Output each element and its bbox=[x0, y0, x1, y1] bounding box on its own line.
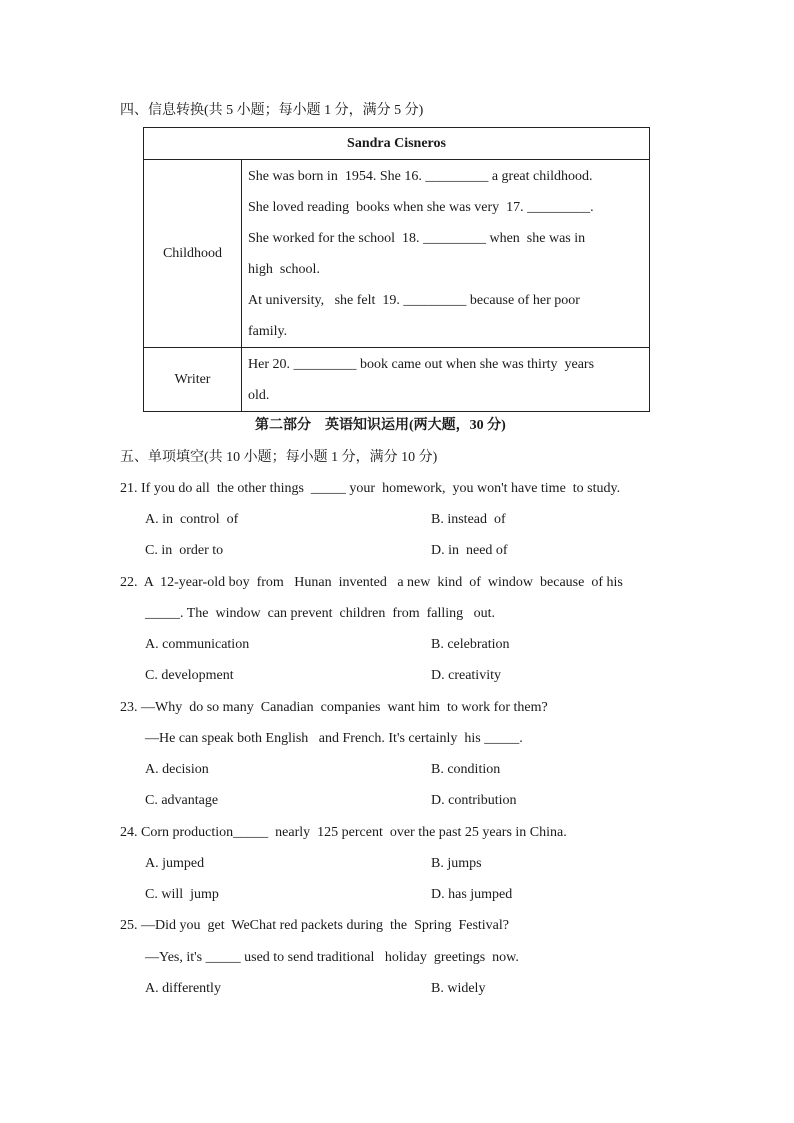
row-label-writer: Writer bbox=[144, 348, 242, 412]
table-line: She worked for the school 18. _________ when she was in bbox=[248, 230, 586, 246]
question-21-option-d: D. in need of bbox=[431, 543, 508, 558]
question-22-option-a: A. communication bbox=[145, 637, 250, 652]
question-24-option-d: D. has jumped bbox=[431, 887, 513, 902]
question-25-stem: 25. —Did you get WeChat red packets during the Spring Festival? bbox=[120, 918, 509, 933]
question-24-option-b: B. jumps bbox=[431, 856, 482, 871]
table-line: She was born in 1954. She 16. _________ a great childhood. bbox=[248, 168, 593, 184]
question-22-option-d: D. creativity bbox=[431, 668, 501, 683]
question-25-option-b: B. widely bbox=[431, 981, 486, 996]
table-line: family. bbox=[248, 323, 288, 339]
row-content-writer bbox=[242, 348, 650, 412]
question-22-stem: 22. A 12-year-old boy from Hunan invented a new kind of window because of his bbox=[120, 575, 623, 590]
table-title: Sandra Cisneros bbox=[144, 128, 650, 160]
question-25-stem-cont: —Yes, it's _____ used to send traditional holiday greetings now. bbox=[145, 950, 519, 965]
question-23-stem: 23. —Why do so many Canadian companies want him to work for them? bbox=[120, 700, 548, 715]
table-line: old. bbox=[248, 387, 270, 403]
question-23-option-c: C. advantage bbox=[145, 793, 219, 808]
question-22-option-c: C. development bbox=[145, 668, 234, 683]
question-24-option-c: C. will jump bbox=[145, 887, 219, 902]
question-22-stem-cont: _____. The window can prevent children from falling out. bbox=[145, 606, 496, 621]
question-23-stem-cont: —He can speak both English and French. It's certainly his _____. bbox=[145, 731, 523, 746]
row-content-childhood bbox=[242, 160, 650, 348]
table-line: Her 20. _________ book came out when she was thirty years bbox=[248, 356, 595, 372]
question-23-option-d: D. contribution bbox=[431, 793, 517, 808]
section-5-heading: 五、单项填空(共 10 小题；每小题 1 分，满分 10 分) bbox=[120, 450, 438, 465]
question-25-option-a: A. differently bbox=[145, 981, 221, 996]
table-line: At university, she felt 19. _________ because of her poor bbox=[248, 292, 580, 308]
question-24-stem: 24. Corn production_____ nearly 125 percent over the past 25 years in China. bbox=[120, 825, 567, 840]
table-line: high school. bbox=[248, 261, 320, 277]
question-21-option-b: B. instead of bbox=[431, 512, 506, 527]
question-21-stem: 21. If you do all the other things _____ your homework, you won't have time to study. bbox=[120, 481, 621, 496]
info-table bbox=[143, 127, 650, 412]
question-24-option-a: A. jumped bbox=[145, 856, 205, 871]
row-label-childhood: Childhood bbox=[144, 160, 242, 348]
question-22-option-b: B. celebration bbox=[431, 637, 510, 652]
question-23-option-a: A. decision bbox=[145, 762, 209, 777]
question-23-option-b: B. condition bbox=[431, 762, 501, 777]
question-21-option-c: C. in order to bbox=[145, 543, 224, 558]
section-4-heading: 四、信息转换(共 5 小题；每小题 1 分，满分 5 分) bbox=[120, 103, 424, 118]
table-line: She loved reading books when she was very 17. _________. bbox=[248, 199, 594, 215]
part-2-heading: 第二部分 英语知识运用(两大题，30 分) bbox=[255, 418, 506, 433]
question-21-option-a: A. in control of bbox=[145, 512, 239, 527]
